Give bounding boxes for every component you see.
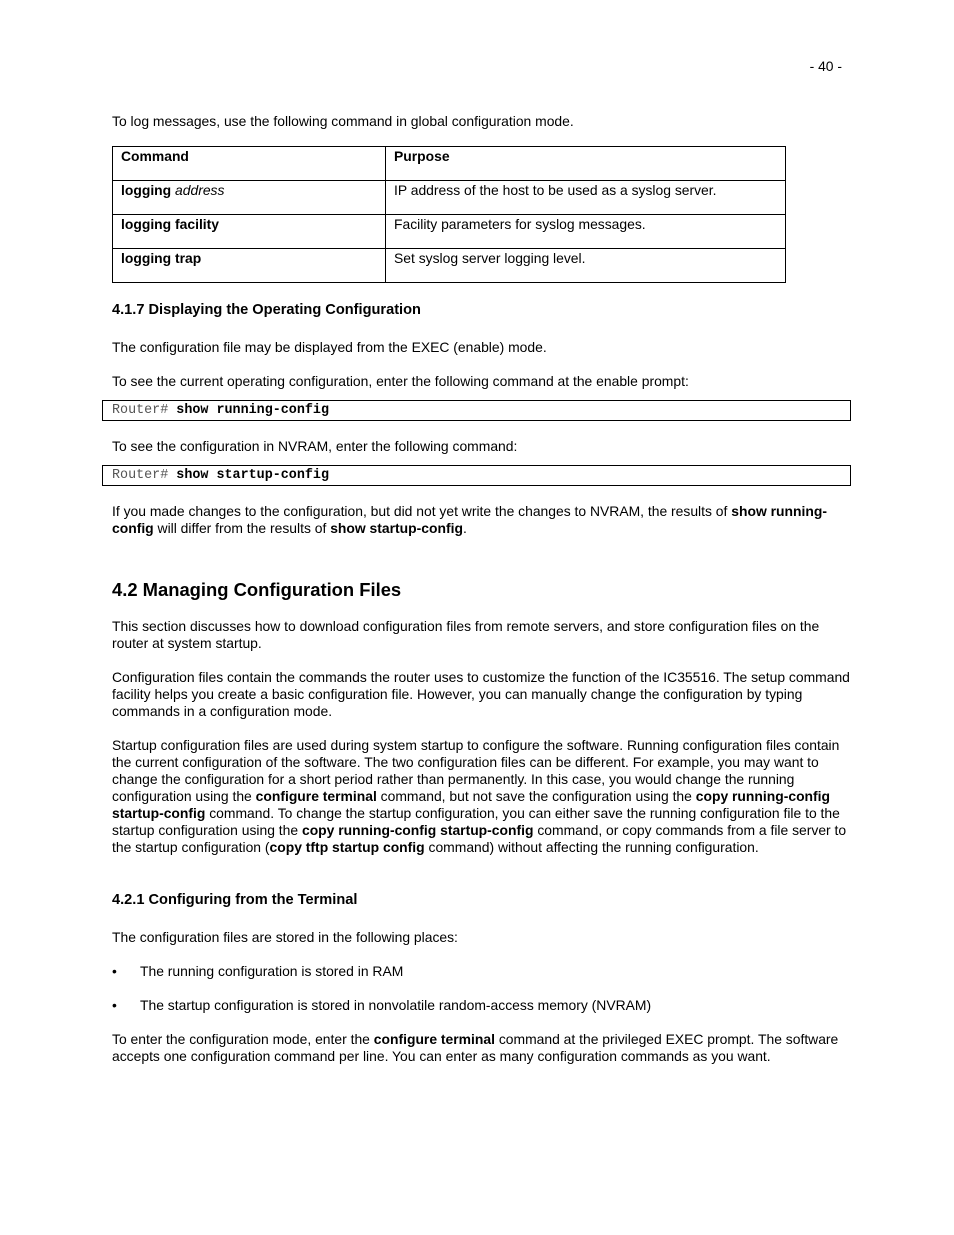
bullet-list — [112, 963, 851, 1014]
paragraph: To see the configuration in NVRAM, enter the following command: — [112, 438, 518, 454]
command-purpose: Facility parameters for syslog messages. — [394, 216, 646, 232]
list-item: • The startup configuration is stored in nonvolatile random-access memory (NVRAM) — [112, 997, 652, 1013]
paragraph: If you made changes to the configuration, but did not yet write the changes to NVRAM, the results of show running-config will differ from the results of show startup-config. — [112, 503, 827, 536]
paragraph: The configuration file may be displayed from the EXEC (enable) mode. — [112, 339, 547, 355]
command-purpose: IP address of the host to be used as a syslog server. — [394, 182, 717, 198]
page-content — [112, 113, 851, 1065]
header-command: Command — [121, 148, 189, 164]
intro-paragraph: To log messages, use the following command in global configuration mode. — [112, 113, 574, 129]
paragraph: To see the current operating configuration, enter the following command at the enable prompt: — [112, 373, 689, 389]
code-command: show running-config — [176, 403, 329, 418]
command-name: logging trap — [121, 250, 202, 266]
paragraph: The configuration files are stored in the following places: — [112, 929, 458, 945]
command-name: logging facility — [121, 216, 220, 232]
section-heading-4-2: 4.2 Managing Configuration Files — [112, 579, 402, 600]
paragraph: This section discusses how to download configuration files from remote servers, and store configuration files on the router at system startup. — [112, 618, 820, 651]
bullet-icon: • — [112, 963, 117, 979]
section-heading-4-2-1: 4.2.1 Configuring from the Terminal — [112, 892, 358, 908]
page-number: - 40 - — [809, 58, 842, 74]
code-prompt: Router# — [112, 403, 169, 418]
header-purpose: Purpose — [394, 148, 450, 164]
paragraph: To enter the configuration mode, enter the configure terminal command at the privileged EXEC prompt. The software accepts one configuration command per line. You can enter as many configuration commands as you want. — [112, 1031, 839, 1064]
command-name: logging — [121, 182, 172, 198]
paragraph: Startup configuration files are used during system startup to configure the software. Running configuration files contain the current configuration of the software. The two configuration files can be different. For example, you may want to change the configuration for a short period rather than permanently. In this case, you would change the running configuration using the configure terminal command, but not save the configuration using the copy running-config startup-config command. To change the startup configuration, you can either save the running configuration file to the startup configuration using the copy running-config startup-config command, or copy commands from a file server to the startup configuration (copy tftp startup config command) without affecting the running configuration. — [112, 737, 847, 855]
logging-command-table — [112, 146, 786, 283]
bullet-icon: • — [112, 997, 117, 1013]
code-prompt: Router# — [112, 468, 169, 483]
code-command: show startup-config — [176, 468, 329, 483]
list-item: • The running configuration is stored in RAM — [112, 963, 404, 979]
section-heading-4-1-7: 4.1.7 Displaying the Operating Configuration — [112, 302, 421, 318]
table-row — [113, 215, 786, 249]
table-row — [113, 249, 786, 283]
command-argument: address — [175, 182, 225, 198]
paragraph: Configuration files contain the commands the router uses to customize the function of the IC35516. The setup command facility helps you create a basic configuration file. However, you can manually change the configuration by typing commands in a configuration mode. — [112, 669, 850, 719]
code-block-startup-config — [102, 465, 851, 486]
table-row — [113, 181, 786, 215]
code-block-running-config — [102, 400, 851, 421]
command-purpose: Set syslog server logging level. — [394, 250, 586, 266]
table-header-row — [113, 147, 786, 181]
